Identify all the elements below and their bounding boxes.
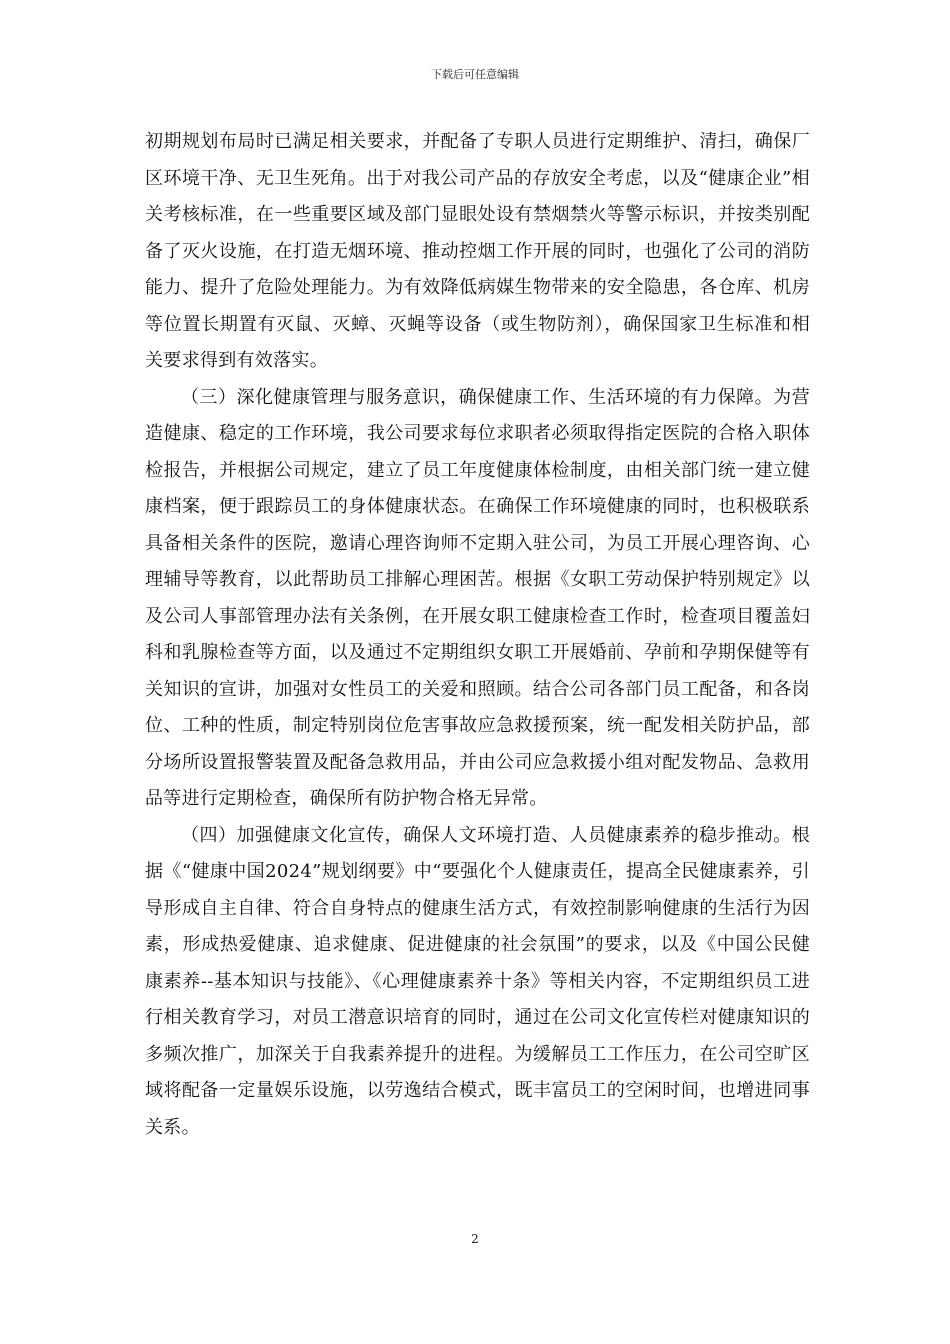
page-header: 下载后可任意编辑 — [431, 68, 519, 81]
document-body — [145, 124, 810, 1146]
page-number: 2 — [471, 1232, 479, 1246]
paragraph-section-3: （三）深化健康管理与服务意识，确保健康工作、生活环境的有力保障。为营造健康、稳定的工作环境，我公司要求每位求职者必须取得指定医院的合格入职体检报告，并根据公司规定，建立了员工年度健康体检制度，由相关部门统一建立健康档案，便于跟踪员工的身体健康状态。在确保工作环境健康的同时，也积极联系具备相关条件的医院，邀请心理咨询师不定期入驻公司，为员工开展心理咨询、心理辅导等教育，以此帮助员工排解心理困苦。根据《女职工劳动保护特别规定》以及公司人事部管理办法有关条例，在开展女职工健康检查工作时，检查项目覆盖妇科和乳腺检查等方面，以及通过不定期组织女职工开展婚前、孕前和孕期保健等有关知识的宣讲，加强对女性员工的关爱和照顾。结合公司各部门员工配备，和各岗位、工种的性质，制定特别岗位危害事故应急救援预案，统一配发相关防护品，部分场所设置报警装置及配备急救用品，并由公司应急救援小组对配发物品、急救用品等进行定期检查，确保所有防护物合格无异常。 — [145, 386, 810, 809]
paragraph-section-4: （四）加强健康文化宣传，确保人文环境打造、人员健康素养的稳步推动。根据《“健康中国2024”规划纲要》中“要强化个人健康责任，提高全民健康素养，引导形成自主自律、符合自身特点的健康生活方式，有效控制影响健康的生活行为因素，形成热爱健康、追求健康、促进健康的社会氛围”的要求，以及《中国公民健康素养--基本知识与技能》、《心理健康素养十条》等相关内容，不定期组织员工进行相关教育学习，对员工潜意识培育的同时，通过在公司文化宣传栏对健康知识的多频次推广，加深关于自我素养提升的进程。为缓解员工工作压力，在公司空旷区域将配备一定量娱乐设施，以劳逸结合模式，既丰富员工的空闲时间，也增进同事关系。 — [145, 824, 810, 1138]
paragraph-continuation: 初期规划布局时已满足相关要求，并配备了专职人员进行定期维护、清扫，确保厂区环境干净、无卫生死角。出于对我公司产品的存放安全考虑，以及“健康企业”相关考核标准，在一些重要区域及部门显眼处设有禁烟禁火等警示标识，并按类别配备了灭火设施，在打造无烟环境、推动控烟工作开展的同时，也强化了公司的消防能力、提升了危险处理能力。为有效降低病媒生物带来的安全隐患，各仓库、机房等位置长期置有灭鼠、灭蟑、灭蝇等设备（或生物防剂），确保国家卫生标准和相关要求得到有效落实。 — [145, 131, 810, 371]
